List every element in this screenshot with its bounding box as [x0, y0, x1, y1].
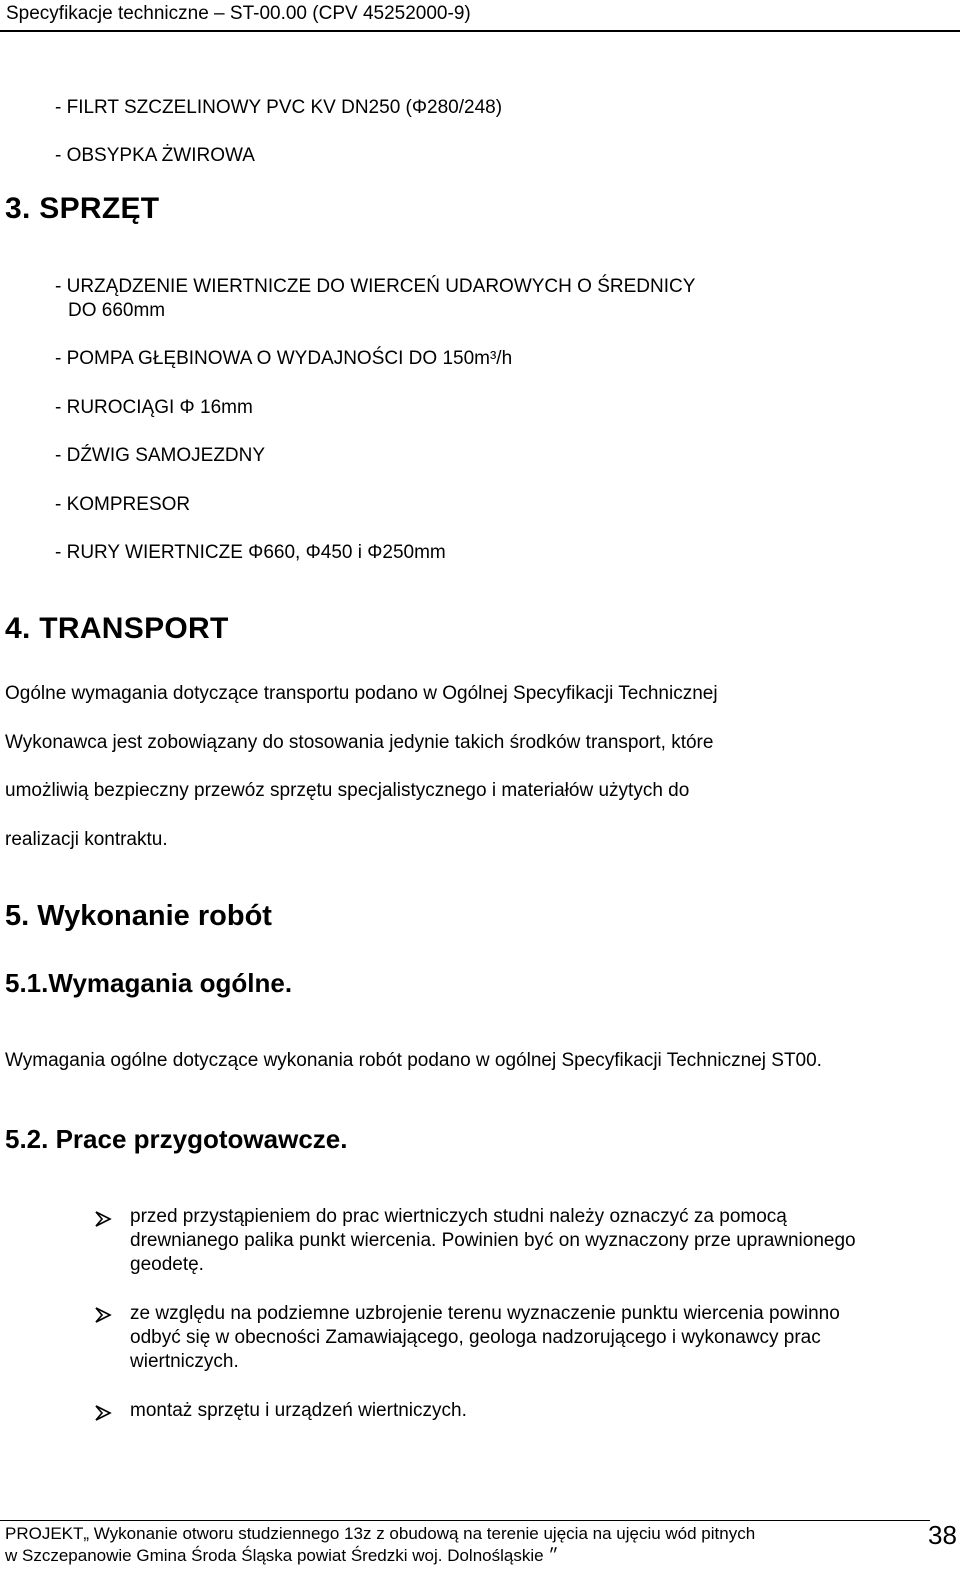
list-item: - POMPA GŁĘBINOWA O WYDAJNOŚCI DO 150m³/h	[55, 348, 513, 369]
paragraph-line: umożliwią bezpieczny przewóz sprzętu specjalistycznego i materiałów użytych do	[5, 780, 690, 801]
list-item-continuation: DO 660mm	[68, 300, 166, 321]
footer-divider	[0, 1520, 930, 1521]
list-item: - FILRT SZCZELINOWY PVC KV DN250 (Φ280/248)	[55, 97, 503, 118]
bullet-text: montaż sprzętu i urządzeń wiertniczych.	[130, 1400, 467, 1421]
paragraph-line: Ogólne wymagania dotyczące transportu podano w Ogólnej Specyfikacji Technicznej	[5, 683, 718, 704]
bullet-text: przed przystąpieniem do prac wiertniczych studni należy oznaczyć za pomocą drewnianego palika punkt wiercenia. Powinien być on wyznaczony prze uprawnionego geodetę.	[130, 1206, 856, 1275]
list-item: - URZĄDZENIE WIERTNICZE DO WIERCEŃ UDAROWYCH O ŚREDNICY	[55, 276, 696, 297]
section-5-heading: 5. Wykonanie robót	[5, 900, 272, 932]
list-item: - RURY WIERTNICZE Φ660, Φ450 i Φ250mm	[55, 542, 446, 563]
list-item: - KOMPRESOR	[55, 494, 191, 515]
paragraph-line: Wymagania ogólne dotyczące wykonania robót podano w ogólnej Specyfikacji Technicznej ST00.	[5, 1050, 822, 1071]
bullet-text: ze względu na podziemne uzbrojenie terenu wyznaczenie punktu wiercenia powinno odbyć się w obecności Zamawiającego, geologa nadzorującego i wykonawcy prac wiertniczych.	[130, 1303, 840, 1372]
document-header: Specyfikacje techniczne – ST-00.00 (CPV 45252000-9)	[6, 3, 471, 24]
footer-line: w Szczepanowie Gmina Środa Śląska powiat Średzki woj. Dolnośląskie ״	[5, 1546, 559, 1565]
list-item: - OBSYPKA ŻWIROWA	[55, 145, 255, 166]
footer-line: PROJEKT„ Wykonanie otworu studziennego 13z z obudową na terenie ujęcia na ujęciu wód pitnych	[5, 1524, 756, 1543]
section-3-heading: 3. SPRZĘT	[5, 192, 160, 225]
list-item: - DŹWIG SAMOJEZDNY	[55, 445, 266, 466]
arrow-bullet-icon	[93, 1305, 113, 1325]
list-item: - RUROCIĄGI Φ 16mm	[55, 397, 253, 418]
paragraph-line: realizacji kontraktu.	[5, 829, 168, 850]
subsection-5-2-heading: 5.2. Prace przygotowawcze.	[5, 1124, 348, 1154]
header-divider	[0, 30, 960, 32]
subsection-5-1-heading: 5.1.Wymagania ogólne.	[5, 968, 293, 998]
paragraph-line: Wykonawca jest zobowiązany do stosowania jedynie takich środków transport, które	[5, 732, 714, 753]
page-number: 38	[928, 1520, 957, 1550]
section-4-heading: 4. TRANSPORT	[5, 612, 229, 645]
arrow-bullet-icon	[93, 1209, 113, 1229]
arrow-bullet-icon	[93, 1403, 113, 1423]
